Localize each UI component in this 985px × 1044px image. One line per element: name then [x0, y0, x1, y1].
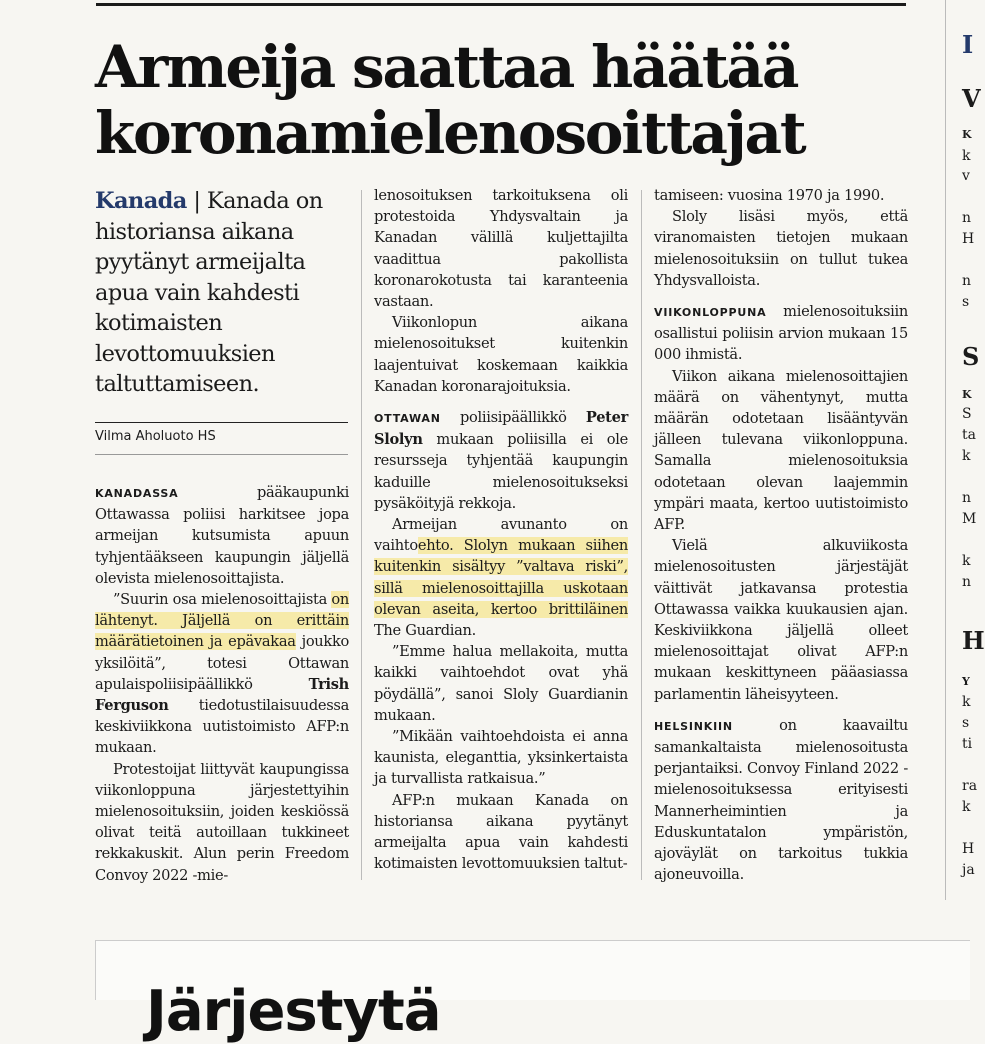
- paragraph-text: Vielä alkuviikosta mielenosoitusten järjestäjät väittivät jatkavansa protestia Ottawassa vaikka kuukausien ajan. Keskiviikkona jäljellä olleet mielenosoittajat olivat AFP:n mukaan keskittyneen pääasiassa parlamentin läheisyyteen.: [654, 537, 908, 703]
- side-fragment: n: [962, 490, 972, 506]
- headline-line-1: Armeija saattaa häätää: [95, 33, 798, 101]
- column-separator-2: [641, 190, 642, 880]
- paragraph: [374, 185, 628, 312]
- paragraph: [374, 312, 628, 397]
- side-fragment: ra: [962, 778, 978, 794]
- paragraph-text: Viikonlopun aikana mielenosoitukset kuitenkin laajentuivat koskemaan kaikkia Kanadan koronarajoituksia.: [374, 314, 628, 395]
- side-fragment: M: [962, 511, 977, 527]
- paragraph-text: ”Mikään vaihtoehdoista ei anna kaunista, eleganttia, yksinkertaista ja turvallista ratkaisua.”: [374, 728, 628, 788]
- side-fragment: H: [962, 231, 975, 247]
- side-fragment: K: [962, 128, 972, 141]
- side-fragment: V: [962, 84, 981, 113]
- side-fragment: ja: [962, 862, 975, 878]
- advertisement-text: Järjestytä: [146, 979, 441, 1044]
- side-fragment: k: [962, 148, 971, 164]
- lead-text: Kanada on historiansa aikana pyytänyt armeijalta apua vain kahdesti kotimaisten levottomuuksien taltuttamiseen.: [95, 188, 323, 397]
- column-separator-1: [361, 190, 362, 880]
- paragraph: [654, 301, 908, 366]
- paragraph: [95, 482, 349, 589]
- lead-paragraph: [95, 186, 350, 400]
- article-column-1: [95, 482, 349, 886]
- paragraph-text: Protestoijat liittyvät kaupungissa viikonloppuna järjestettyihin mielenosoituksiin, joiden keskiössä olivat teitä autoillaan tukkineet rekkakuskit. Alun perin Freedom Convoy 2022 -mie-: [95, 760, 349, 884]
- paragraph: [654, 185, 908, 206]
- paragraph-text: Sloly lisäsi myös, että viranomaisten tietojen mukaan mielenosoituksiin on tullut tukea Yhdysvalloista.: [654, 208, 908, 289]
- side-fragment: ta: [962, 427, 976, 443]
- paragraph-text: The Guardian.: [374, 622, 476, 640]
- byline: Vilma Aholuoto HS: [95, 429, 216, 444]
- side-fragment: s: [962, 715, 970, 731]
- paragraph-text: AFP:n mukaan Kanada on historiansa aikana pyytänyt armeijalta apua vain kahdesti kotimaisten levottomuuksien taltut-: [374, 791, 628, 873]
- side-fragment: ti: [962, 736, 973, 752]
- paragraph-kicker: VIIKONLOPPUNA: [654, 306, 767, 320]
- advertisement-banner: [95, 940, 970, 1044]
- highlighted-text: on lähtenyt. Jäljellä on erittäin määrätietoinen ja epävakaa: [95, 591, 349, 651]
- paragraph: [654, 715, 908, 886]
- paragraph-kicker: KANADASSA: [95, 487, 179, 500]
- paragraph: [374, 514, 628, 641]
- side-fragment: n: [962, 574, 972, 590]
- side-fragment: s: [962, 294, 970, 310]
- paragraph-text: poliisipäällikkö: [440, 409, 586, 427]
- byline-rule-top: [95, 422, 348, 423]
- side-fragment: S: [962, 406, 972, 422]
- byline-rule-bottom: [95, 454, 348, 455]
- paragraph-text: joukko yksilöitä”, totesi Ottawan apulaispoliisipäällikkö: [95, 633, 349, 693]
- paragraph: [374, 407, 628, 514]
- side-fragment: k: [962, 448, 971, 464]
- lead-separator: |: [186, 188, 207, 214]
- paragraph: [95, 759, 349, 886]
- paragraph-text: mielenosoituksiin osallistui poliisin arvion mukaan 15 000 ihmistä.: [654, 303, 908, 364]
- side-fragment: I: [962, 30, 974, 59]
- paragraph: [374, 641, 628, 726]
- paragraph: [95, 589, 349, 759]
- paragraph-text: mukaan poliisilla ei ole resursseja tyhjentää kaupungin kaduille mielenosoitukseksi pysäköityjä rekkoja.: [374, 431, 628, 512]
- paragraph: [654, 535, 908, 705]
- side-fragment: n: [962, 273, 972, 289]
- side-fragment: H: [962, 626, 985, 655]
- paragraph-text: Armeijan avunanto on vaihto: [374, 516, 628, 555]
- paragraph-text: ”Emme halua mellakoita, mutta kaikki vaihtoehdot ovat yhä pöydällä”, sanoi Sloly Guardianin mukaan.: [374, 643, 628, 724]
- paragraph-gap: [654, 291, 908, 301]
- headline-line-2: koronamielenosoittajat: [95, 99, 805, 167]
- paragraph-kicker: OTTAWAN: [374, 412, 441, 426]
- person-name: Peter Slolyn: [374, 409, 628, 449]
- top-rule: [96, 3, 906, 6]
- side-fragment: v: [962, 168, 970, 184]
- person-name: Trish Ferguson: [95, 675, 349, 715]
- highlighted-text: ehto. Slolyn mukaan siihen kuitenkin sisältyy ”valtava riski”, sillä mielenosoittajilla uskotaan olevan aseita, kertoo brittiläinen: [374, 537, 628, 618]
- side-fragment: n: [962, 210, 972, 226]
- paragraph-kicker: HELSINKIIN: [654, 719, 733, 733]
- side-fragment: K: [962, 388, 972, 401]
- paragraph-text: on kaavailtu samankaltaista mielenosoitusta perjantaiksi. Convoy Finland 2022 -mielenosoituksessa erityisesti Mannerheimintien ja Eduskuntatalon ympäristön, ajoväylät on tarkoitus tukkia ajoneuvoilla.: [654, 716, 908, 884]
- article-column-3: [654, 185, 908, 886]
- paragraph-gap: [374, 397, 628, 407]
- paragraph-gap: [654, 705, 908, 715]
- paragraph: [654, 206, 908, 291]
- side-fragment: Y: [962, 675, 970, 688]
- side-fragment: k: [962, 694, 971, 710]
- paragraph-text: lenosoituksen tarkoituksena oli protestoida Yhdysvaltain ja Kanadan välillä kuljettajilta vaadittua pakollista koronarokotusta tai karanteenia vastaan.: [374, 187, 628, 311]
- side-fragment: H: [962, 841, 975, 857]
- side-fragment: S: [962, 342, 980, 371]
- paragraph: [374, 790, 628, 875]
- paragraph: [654, 366, 908, 536]
- paragraph: [374, 726, 628, 790]
- adjacent-column-cropped: [945, 0, 985, 900]
- paragraph-text: Viikon aikana mielenosoittajien määrä on vähentynyt, mutta määrän odotetaan lisääntyvän jälleen tulevana viikonloppuna. Samalla mielenosoituksia odotetaan olevan laajemmin ympäri maata, kertoo uutistoimisto AFP.: [654, 367, 908, 534]
- headline: [95, 34, 915, 166]
- side-fragment: k: [962, 799, 971, 815]
- paragraph-text: ”Suurin osa mielenosoittajista: [113, 591, 332, 609]
- paragraph-text: pääkaupunki Ottawassa poliisi harkitsee jopa armeijan kutsumista apuun tyhjentääkseen kaupungin jäljellä olevista mielenosoittajista.: [95, 484, 349, 587]
- paragraph-text: tamiseen: vuosina 1970 ja 1990.: [654, 187, 885, 204]
- article-column-2: [374, 185, 628, 875]
- side-fragment: k: [962, 553, 971, 569]
- paragraph-text: tiedotustilaisuudessa keskiviikkona uutistoimisto AFP:n mukaan.: [95, 697, 349, 757]
- lead-kicker: Kanada: [95, 188, 187, 214]
